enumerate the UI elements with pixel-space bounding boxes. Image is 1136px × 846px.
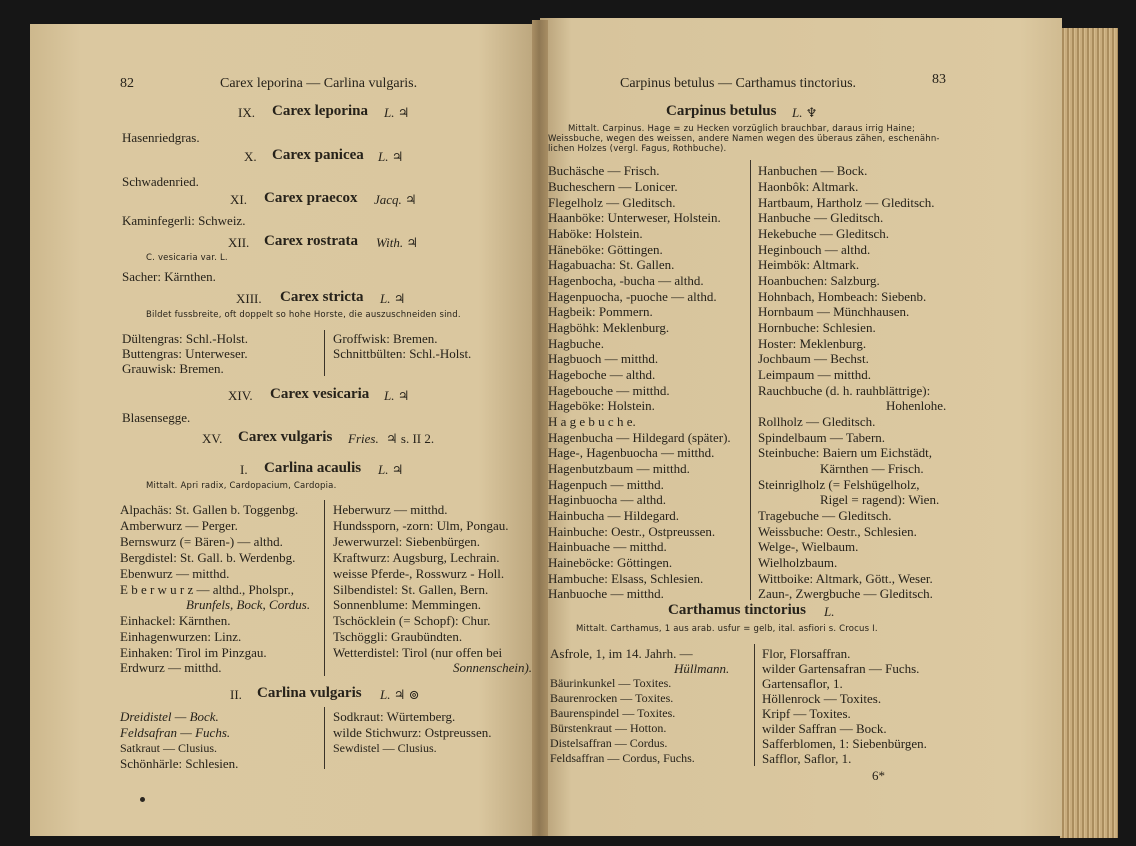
list-item: Sonnenblume: Memmingen. — [333, 597, 482, 612]
list-item: Häneböke: Göttingen. — [548, 242, 663, 257]
list-item: Buchäsche — Frisch. — [548, 163, 660, 178]
list-item: Bernswurz (= Bären-) — althd. — [120, 534, 283, 549]
column-divider — [754, 644, 755, 766]
list-item: Ebenwurz — mitthd. — [120, 566, 230, 581]
vernacular-name: Kaminfegerli: Schweiz. — [122, 213, 246, 228]
list-item: Einhackel: Kärnthen. — [120, 613, 231, 628]
list-item: Hagenbocha, -bucha — althd. — [548, 273, 704, 288]
list-item: Safferblomen, 1: Siebenbürgen. — [762, 736, 927, 751]
list-item: E b e r w u r z — althd., Pholspr., — [120, 582, 295, 597]
signature-mark: 6* — [872, 768, 885, 783]
list-item: wilder Gartensafran — Fuchs. — [762, 661, 920, 676]
list-item: Jochbaum — Bechst. — [758, 351, 869, 366]
section-number: XV. — [202, 431, 223, 446]
list-item: Hanbuchen — Bock. — [758, 163, 868, 178]
authority: L. ♃ — [384, 388, 410, 403]
list-item: Gartensaflor, 1. — [762, 676, 843, 691]
list-item: Höllenrock — Toxites. — [762, 691, 882, 706]
list-item: Steinbuche: Baiern um Eichstädt, — [758, 445, 933, 460]
species-name: Carex vesicaria — [270, 386, 370, 402]
list-item-continuation: Sonnenschein). — [453, 660, 533, 675]
list-item: Groffwisk: Bremen. — [333, 331, 438, 346]
list-item: Heginbouch — althd. — [758, 242, 871, 257]
list-item: Haineböcke: Göttingen. — [548, 555, 673, 570]
list-item: Baurenspindel — Toxites. — [550, 706, 676, 720]
list-item: Leimpaum — mitthd. — [758, 367, 872, 382]
list-item: Hagenbucha — Hildegard (später). — [548, 430, 731, 445]
authority: L. ♃ — [384, 105, 410, 120]
list-item: Distelsaffran — Cordus. — [550, 736, 668, 750]
list-item: Silbendistel: St. Gallen, Bern. — [333, 582, 489, 597]
section-number: XIII. — [236, 291, 262, 306]
list-item: Grauwisk: Bremen. — [122, 361, 224, 376]
vernacular-name: Schwadenried. — [122, 174, 199, 189]
list-item-continuation: Hohenlohe. — [886, 398, 947, 413]
list-item: Feldsafran — Fuchs. — [120, 725, 231, 740]
list-item: Dültengras: Schl.-Holst. — [122, 331, 249, 346]
authority: L. ♃ — [378, 462, 404, 477]
species-name: Carex rostrata — [264, 233, 358, 249]
list-item: Kraftwurz: Augsburg, Lechrain. — [333, 550, 500, 565]
list-item: Safflor, Saflor, 1. — [762, 751, 852, 766]
list-item: Hagbuoch — mitthd. — [548, 351, 659, 366]
authority: Fries. — [348, 431, 379, 446]
authority: Jacq. ♃ — [374, 192, 417, 207]
vernacular-name: Hasenriedgras. — [122, 130, 200, 145]
list-item: Hainbucha — Hildegard. — [548, 508, 680, 523]
section-note: Weissbuche, wegen des weissen, andere Namen wegen des überaus zähen, eschenähn- — [548, 134, 940, 144]
column-divider — [324, 500, 325, 676]
running-head-right: Carpinus betulus — Carthamus tinctorius. — [620, 76, 857, 91]
list-item: Hage-, Hagenbuocha — mitthd. — [548, 445, 715, 460]
species-name: Carex vulgaris — [238, 429, 333, 445]
list-item: Haonbôk: Altmark. — [758, 179, 859, 194]
list-item: Hartbaum, Hartholz — Gleditsch. — [758, 195, 935, 210]
species-name: Carpinus betulus — [666, 103, 777, 119]
list-item: Hekebuche — Gleditsch. — [758, 226, 890, 241]
section-number: XII. — [228, 235, 250, 250]
list-item: Hagböhk: Meklenburg. — [548, 320, 670, 335]
section-number: XI. — [230, 192, 247, 207]
list-item: Hagabuacha: St. Gallen. — [548, 257, 675, 272]
list-item: Hambuche: Elsass, Schlesien. — [548, 571, 704, 586]
list-item: Heimbök: Altmark. — [758, 257, 860, 272]
section-note: lichen Holzes (vergl. Fagus, Rothbuche). — [548, 144, 727, 154]
list-item: Haanböke: Unterweser, Holstein. — [548, 210, 721, 225]
column-divider — [324, 707, 325, 769]
list-item: Buttengras: Unterweser. — [122, 346, 248, 361]
section-number: I. — [240, 462, 248, 477]
list-item: Hornbuche: Schlesien. — [758, 320, 876, 335]
species-name: Carex leporina — [272, 103, 368, 119]
list-item: Zaun-, Zwergbuche — Gleditsch. — [758, 586, 933, 601]
list-item: Bürstenkraut — Hotton. — [550, 721, 667, 735]
column-divider — [324, 330, 325, 376]
list-item: Hoster: Meklenburg. — [758, 336, 867, 351]
section-number: X. — [244, 149, 257, 164]
list-item: Weissbuche: Oestr., Schlesien. — [758, 524, 917, 539]
list-item: Alpachäs: St. Gallen b. Toggenbg. — [120, 502, 299, 517]
list-item: Welge-, Wielbaum. — [758, 539, 859, 554]
list-item-continuation: Brunfels, Bock, Cordus. — [186, 597, 311, 612]
section-note: Mittalt. Carthamus, 1 aus arab. usfur = gelb, ital. asfiori s. Crocus I. — [576, 624, 878, 634]
list-item: Hanbuoche — mitthd. — [548, 586, 664, 601]
list-item: Hanbuche — Gleditsch. — [758, 210, 884, 225]
list-item: Hagbeik: Pommern. — [548, 304, 653, 319]
list-item: Rollholz — Gleditsch. — [758, 414, 876, 429]
species-name: Carex panicea — [272, 147, 364, 163]
list-item: Haginbuocha — althd. — [548, 492, 667, 507]
list-item: Hagenbutzbaum — mitthd. — [548, 461, 690, 476]
vernacular-name: Sacher: Kärnthen. — [122, 269, 216, 284]
section-note: Bildet fussbreite, oft doppelt so hohe Horste, die auszuschneiden sind. — [146, 310, 461, 320]
authority: L. ♃ — [380, 291, 406, 306]
synonym-note: C. vesicaria var. L. — [146, 253, 228, 263]
list-item: Bergdistel: St. Gall. b. Werdenbg. — [120, 550, 296, 565]
list-item: Tschöggli: Graubündten. — [333, 629, 463, 644]
list-item: Schönhärle: Schlesien. — [120, 756, 239, 771]
authority: L. ♆ — [792, 105, 818, 120]
species-name: Carlina vulgaris — [257, 685, 362, 701]
list-item: Hornbaum — Münchhausen. — [758, 304, 910, 319]
page-number-left: 82 — [120, 76, 134, 91]
list-item: Hageboche — althd. — [548, 367, 656, 382]
list-item: Jewerwurzel: Siebenbürgen. — [333, 534, 481, 549]
authority: L. — [824, 604, 835, 619]
list-item: Baurenrocken — Toxites. — [550, 691, 674, 705]
authority: L. ♃ ⊚ — [380, 687, 420, 702]
list-item: Einhagenwurzen: Linz. — [120, 629, 242, 644]
list-item-continuation: Rigel = ragend): Wien. — [820, 492, 940, 507]
species-name: Carlina acaulis — [264, 460, 362, 476]
list-item: H a g e b u c h e. — [548, 414, 636, 429]
section-note: Mittalt. Carpinus. Hage = zu Hecken vorzüglich brauchbar, daraus irrig Haine; — [568, 124, 916, 134]
section-number: IX. — [238, 105, 255, 120]
list-item: Sewdistel — Clusius. — [333, 741, 437, 755]
list-item: Heberwurz — mitthd. — [333, 502, 448, 517]
list-item: Tschöcklein (= Schopf): Chur. — [333, 613, 491, 628]
list-item: Hoanbuchen: Salzburg. — [758, 273, 880, 288]
page-number-right: 83 — [932, 72, 946, 87]
ink-spot — [140, 797, 145, 802]
list-item: Hageböke: Holstein. — [548, 398, 655, 413]
list-item: Hagenpuch — mitthd. — [548, 477, 664, 492]
list-item: Bäurinkunkel — Toxites. — [550, 676, 672, 690]
list-item: Wielholzbaum. — [758, 555, 838, 570]
list-item: Sodkraut: Würtemberg. — [333, 709, 456, 724]
section-number: XIV. — [228, 388, 253, 403]
list-item: wilder Saffran — Bock. — [762, 721, 887, 736]
list-item: Dreidistel — Bock. — [120, 709, 219, 724]
list-item: Amberwurz — Perger. — [120, 518, 238, 533]
list-item: Hundssporn, -zorn: Ulm, Pongau. — [333, 518, 509, 533]
list-item: Erdwurz — mitthd. — [120, 660, 222, 675]
list-item: Kripf — Toxites. — [762, 706, 851, 721]
list-item: Feldsaffran — Cordus, Fuchs. — [550, 751, 695, 765]
list-item-continuation: Hüllmann. — [674, 661, 730, 676]
column-divider — [750, 160, 751, 600]
list-item: Flor, Florsaffran. — [762, 646, 851, 661]
vernacular-name: Blasensegge. — [122, 410, 191, 425]
list-item: Satkraut — Clusius. — [120, 741, 218, 755]
list-item: Hainbuache — mitthd. — [548, 539, 667, 554]
list-item: Wetterdistel: Tirol (nur offen bei — [333, 645, 503, 660]
cross-reference: ♃ s. II 2. — [386, 431, 435, 446]
species-name: Carex praecox — [264, 190, 358, 206]
list-item: Bucheschern — Lonicer. — [548, 179, 678, 194]
list-item: Hainbuche: Oestr., Ostpreussen. — [548, 524, 716, 539]
list-item: Hagbuche. — [548, 336, 604, 351]
list-item: weisse Pferde-, Rosswurz - Holl. — [333, 566, 505, 581]
list-item: Haböke: Holstein. — [548, 226, 643, 241]
species-name: Carex stricta — [280, 289, 364, 305]
list-item: Hagenpuocha, -puoche — althd. — [548, 289, 717, 304]
section-note: Mittalt. Apri radix, Cardopacium, Cardopia. — [146, 481, 337, 491]
list-item: wilde Stichwurz: Ostpreussen. — [333, 725, 492, 740]
list-item: Hohnbach, Hombeach: Siebenb. — [758, 289, 927, 304]
list-item: Tragebuche — Gleditsch. — [758, 508, 892, 523]
page-stack-edge — [1060, 28, 1118, 838]
list-item: Spindelbaum — Tabern. — [758, 430, 886, 445]
list-item: Wittboike: Altmark, Gött., Weser. — [758, 571, 933, 586]
authority: With. ♃ — [376, 235, 418, 250]
list-item: Einhaken: Tirol im Pinzgau. — [120, 645, 267, 660]
authority: L. ♃ — [378, 149, 404, 164]
list-item: Hagebouche — mitthd. — [548, 383, 670, 398]
list-item: Schnittbülten: Schl.-Holst. — [333, 346, 472, 361]
species-name: Carthamus tinctorius — [668, 602, 806, 618]
list-item: Steinriglholz (= Felshügelholz, — [758, 477, 920, 492]
list-item: Rauchbuche (d. h. rauhblättrige): — [758, 383, 931, 398]
running-head-left: Carex leporina — Carlina vulgaris. — [220, 76, 418, 91]
list-item: Asfrole, 1, im 14. Jahrh. — — [550, 646, 693, 661]
list-item: Flegelholz — Gleditsch. — [548, 195, 676, 210]
section-number: II. — [230, 687, 242, 702]
book-gutter — [532, 20, 548, 836]
list-item-continuation: Kärnthen — Frisch. — [820, 461, 924, 476]
